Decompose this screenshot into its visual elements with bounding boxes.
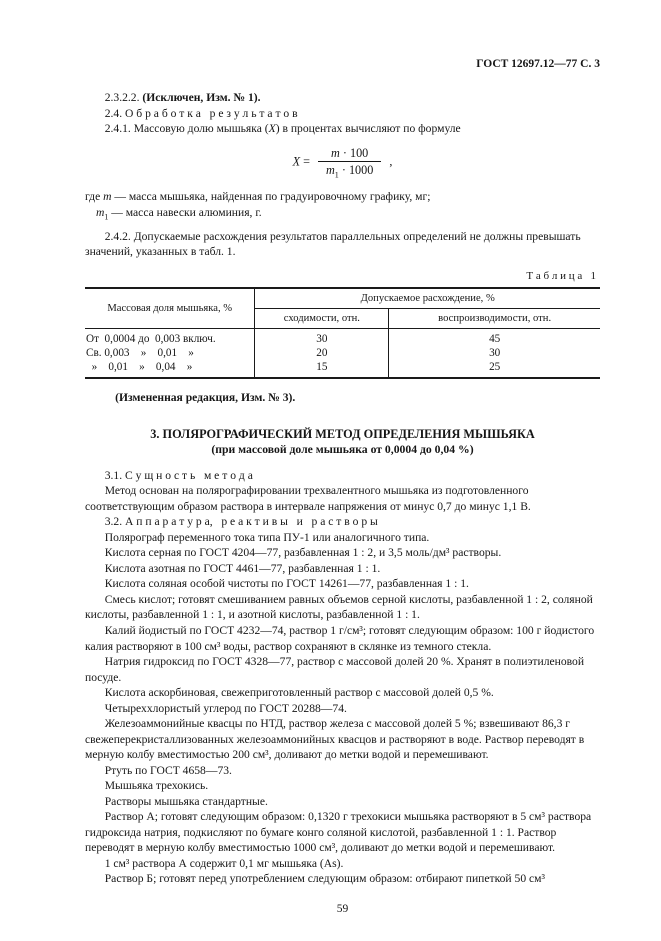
variable-x: X	[268, 122, 276, 136]
paragraph: Раствор А; готовят следующим образом: 0,1320 г трехокиси мышьяка растворяют в 5 см³ раствора гидроксида натрия, подкисляют по бумаге конго соляной кислотой, разбавленной 1 : 1. Раствор переводят в мерную колбу вместимостью 1000 см³, доливают до метки водой и перемешивают.	[85, 810, 592, 855]
clause-number: 2.3.2.2.	[104, 91, 143, 104]
variable-m: m	[331, 145, 340, 160]
variable-m1: m	[325, 162, 335, 177]
formula-comma: ,	[389, 154, 393, 169]
section-3-subtitle: (при массовой доле мышьяка от 0,0004 до 0,04 %)	[211, 443, 474, 457]
paragraph: Метод основан на полярографировании трехвалентного мышьяка из подготовленного соответствующим образом раствора в интервале напряжения от минус 0,7 до минус 1,1 В.	[85, 484, 531, 513]
excluded-note: (Исключен, Изм. № 1).	[142, 91, 261, 104]
paragraph: Смесь кислот; готовят смешиванием равных объемов серной кислоты, разбавленной 1 : 2, соляной кислоты, разбавленной 1 : 1, и азотной кислоты, разбавленной 1 : 1.	[85, 592, 593, 622]
where-label: где	[85, 190, 104, 204]
denominator-rest: · 1000	[338, 162, 374, 177]
paragraph: Кислота соляная особой чистоты по ГОСТ 14261—77, разбавленная 1 : 1.	[104, 577, 469, 591]
where-text: — масса навески алюминия, г.	[108, 205, 262, 219]
cell-reproducibility: 25	[389, 360, 600, 378]
column-header-reproducibility: воспроизводимости, отн.	[389, 308, 600, 328]
section-3-title: 3. ПОЛЯРОГРАФИЧЕСКИЙ МЕТОД ОПРЕДЕЛЕНИЯ МЫШЬЯКА	[150, 426, 535, 441]
where-clause-m1	[85, 205, 600, 223]
cell-range: Св. 0,003 » 0,01 »	[85, 346, 255, 360]
subscript-1: 1	[334, 170, 339, 180]
paragraph-2-4-1	[85, 121, 600, 137]
cell-range: » 0,01 » 0,04 »	[85, 360, 255, 378]
cell-repeatability: 15	[255, 360, 389, 378]
paragraph: Кислота азотная по ГОСТ 4461—77, разбавленная 1 : 1.	[104, 561, 381, 575]
paragraph-text: ) в процентах вычисляют по формуле	[275, 122, 461, 136]
cell-range: От 0,0004 до 0,003 включ.	[85, 328, 255, 346]
paragraph: Полярограф переменного тока типа ПУ-1 или аналогичного типа.	[104, 530, 430, 544]
table-row	[85, 360, 600, 378]
paragraph: Раствор Б; готовят перед употреблением следующим образом: отбирают пипеткой 50 см³	[104, 872, 545, 886]
table-row	[85, 346, 600, 360]
paragraph: Четыреххлористый углерод по ГОСТ 20288—74.	[104, 701, 347, 715]
paragraph: Железоаммонийные квасцы по НТД, раствор железа с массовой долей 5 %; взвешивают 86,3 г свежеперекристаллизованных железоаммонийных квасцов и растворяют в воде. Раствор переводят в мерную колбу вместимостью 200 см³, доливают до метки водой и перемешивают.	[85, 717, 585, 762]
paragraph: Кислота аскорбиновая, свежеприготовленный раствор с массовой долей 0,5 %.	[104, 686, 494, 700]
paragraph-2-4-2: 2.4.2. Допускаемые расхождения результатов параллельных определений не должны превышать значений, указанных в табл. 1.	[85, 229, 581, 259]
variable-m1: m	[96, 205, 105, 219]
variable-m: m	[103, 190, 112, 204]
tolerances-table	[85, 287, 600, 379]
heading-3-2-apparatus: 3.2. А п п а р а т у р а, р е а к т и в ы и р а с т в о р ы	[104, 515, 378, 529]
page-number: 59	[336, 903, 349, 916]
cell-reproducibility: 45	[389, 328, 600, 346]
fraction	[318, 146, 381, 180]
formula	[85, 146, 600, 180]
subscript-1: 1	[104, 212, 109, 222]
heading-processing-results: 2.4. О б р а б о т к а р е з у л ь т а т о в	[104, 106, 298, 120]
paragraph: Кислота серная по ГОСТ 4204—77, разбавленная 1 : 2, и 3,5 моль/дм³ растворы.	[104, 546, 502, 560]
cell-repeatability: 30	[255, 328, 389, 346]
cell-reproducibility: 30	[389, 346, 600, 360]
paragraph: Ртуть по ГОСТ 4658—73.	[104, 763, 232, 777]
column-header-repeatability: сходимости, отн.	[255, 308, 389, 328]
where-clause-m	[85, 189, 600, 205]
formula-lhs: X	[292, 154, 301, 169]
paragraph: 1 см³ раствора А содержит 0,1 мг мышьяка (As).	[104, 856, 344, 870]
cell-repeatability: 20	[255, 346, 389, 360]
paragraph: Натрия гидроксид по ГОСТ 4328—77, раствор с массовой долей 20 %. Хранят в полиэтиленовой посуде.	[85, 655, 585, 684]
table-caption: Т а б л и ц а 1	[526, 269, 596, 282]
column-header-mass-fraction: Массовая доля мышьяка, %	[85, 288, 255, 329]
table-row	[85, 328, 600, 346]
equals-sign: =	[303, 154, 310, 169]
column-group-header-tolerance: Допускаемое расхождение, %	[255, 288, 600, 309]
heading-3-1-essence: 3.1. С у щ н о с т ь м е т о д а	[104, 468, 253, 482]
where-text: — масса мышьяка, найденная по градуировочному графику, мг;	[111, 190, 431, 204]
paragraph: Мышьяка трехокись.	[104, 779, 209, 793]
paragraph-text: 2.4.1. Массовую долю мышьяка (	[104, 122, 269, 136]
numerator-rest: · 100	[339, 145, 369, 160]
fraction-denominator	[318, 162, 381, 180]
table-header-row	[85, 288, 600, 309]
paragraph: Калий йодистый по ГОСТ 4232—74, раствор 1 г/см³; готовят следующим образом: 100 г йодистого калия растворяют в 100 см³ воды, раствор сохраняют в склянке из темного стекла.	[85, 623, 595, 653]
document-header: ГОСТ 12697.12—77 С. 3	[476, 58, 600, 70]
fraction-numerator	[318, 146, 381, 162]
paragraph-excluded	[85, 90, 600, 106]
paragraph: Растворы мышьяка стандартные.	[104, 794, 268, 808]
amendment-note: (Измененная редакция, Изм. № 3).	[115, 390, 296, 404]
